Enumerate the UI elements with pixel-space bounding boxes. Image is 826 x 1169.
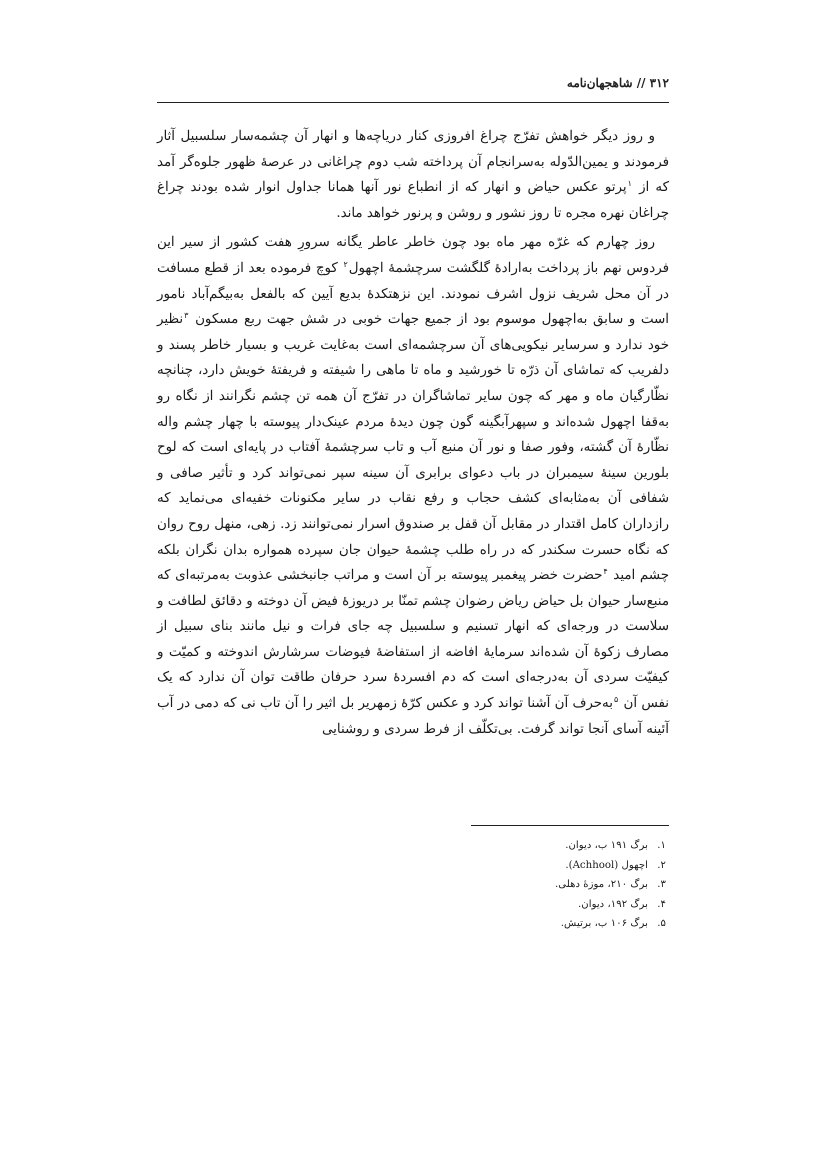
running-head: ۳۱۲ // شاهجهان‌نامه [566,76,669,90]
footnote-text: برگ ۱۹۲، دیوان. [578,898,648,910]
paragraph-text: حضرت خضر پیغمبر پیوسته بر آن است و مراتب جانبخشی عذوبت به‌مرتبه‌ای که منبع‌سار حیوان بل حیاض ریاض رضوان چشم تمنّا بر دریوزهٔ فیض آن دوخته و دقائق لطافت و سلاست در ورجه‌ای که انهار تسنیم و سلسبیل چه جای فرات و نیل مانند بنای سبیل از مصارف زکوهٔ آن شده‌اند سرمایهٔ افاضه از استفاضهٔ فیوضات سرشارش اندوخته و کمیّت و کیفیّت سردی آن به‌درجه‌ای است که دم افسردهٔ سرد حرفان طاقت توان آن ندارد که یک نفس آن [157,568,670,712]
footnote-item [306,856,666,876]
paragraph-text: و روز دیگر خواهش تفرّج چراغ افروزی کنار دریاچه‌ها و انهار آن چشمه‌سار سلسبیل آثار فرمودند و یمین‌الدّوله به‌سرانجام آن پرداخته شب دوم چراغانی در عرصهٔ ظهور جلوه‌گر آمد که از [157,129,669,196]
footnote-marker[interactable]: ۳ [184,310,189,320]
footnotes-list [306,836,666,934]
footnote-marker[interactable]: ۴ [603,566,608,576]
footnote-number: ۴. [657,898,666,910]
paragraph-2 [157,230,669,742]
footnote-text: برگ ۱۹۱ ب، دیوان. [565,840,648,851]
footnote-item [306,875,666,895]
footnote-item [306,914,666,934]
paragraph-text: نظیر خود ندارد و سرسایر نیکویی‌های آن سرچشمه‌ای است به‌غایت غریب و بسیار خاطر پسند و دلفریب که تماشای آن ذرّه تا خورشید و ماه تا ماهی را شیفته و فریفتهٔ خویش دارد، چنانچه نظّارگیان ماه و مهر که چون سایر تماشاگران در تفرّج آن همه تن چشم نگرانند از نگاه رو به‌قفا اچهول شده‌اند و سپهرآبگینه گون چون دیدهٔ مردم عینک‌دار پیوسته با چهار چشم واله نظّارهٔ آن گشته، وفور صفا و نور آن منبع آب و تاب سرچشمهٔ آفتاب در پایه‌ای است که لوح بلورین سینهٔ سیمبران در باب دعوای برابری آن سینه سپر نمی‌تواند کرد و تأثیر صافی و شفافی آن به‌مثابه‌ای کشف حجاب و رفع نقاب در سایر مکنونات خفیه‌ای می‌نماید که رازداران کامل اقتدار در مقابل آن قفل بر صندوق اسرار نمی‌توانند زد. زهی، منهل روح روان که نگاه حسرت سکندر که در راه طلب چشمهٔ حیوان جان سپرده همواره بدان نگران بلکه چشم امید [157,312,669,584]
footnote-marker[interactable]: ۱ [627,178,632,188]
footnote-number: ۵. [657,918,666,930]
paragraph-text: پرتو عکس حیاض و انهار که از انطباع نور آنها همانا جداول انوار شده بودند چراغ چراغان نهره مجره تا روز نشور و روشن و پرنور خواهد ماند. [157,180,669,221]
header-rule [157,102,669,103]
paragraph-text: کوچ فرموده بعد از قطع مسافت در آن محل شریف نزول اشرف نمودند. این نزهتکدهٔ بدیع آیین که بالفعل به‌بیگم‌آباد نامور است و سابق به‌اچهول موسوم بود از جمیع جهات خوبی در شش جهت ربع مسکون [157,260,669,328]
footnote-marker[interactable]: ۲ [343,259,348,269]
footnote-text: اچهول (Achhool). [565,859,648,871]
footnote-marker[interactable]: ۵ [613,694,619,704]
footnote-rule [471,825,669,826]
footnote-item [306,836,666,856]
paragraph-text: روز چهارم که غرّه مهر ماه بود چون خاطر عاطر یگانه سرورِ هفت کشور از سیر این فردوس نهم باز پرداخت به‌ارادهٔ گلگشت سرچشمهٔ اچهول [157,235,670,276]
footnote-text: برگ ۲۱۰، موزهٔ دهلی. [554,879,648,891]
footnote-text: برگ ۱۰۶ ب، برتیش. [560,918,648,930]
footnote-number: ۲. [657,859,666,871]
footnote-number: ۳. [657,879,666,891]
footnote-number: ۱. [657,840,666,851]
paragraph-1 [157,124,669,226]
paragraph-text: به‌حرف آن آشنا تواند کرد و عکس کرّهٔ زمهریر بل اثیر را آن تاب نی که دمی در آب آئینه آسای آنجا تواند گرفت. بی‌تکلّف از فرط سردی و روشنایی [157,696,669,737]
body-text [157,124,669,742]
footnote-item [306,895,666,915]
